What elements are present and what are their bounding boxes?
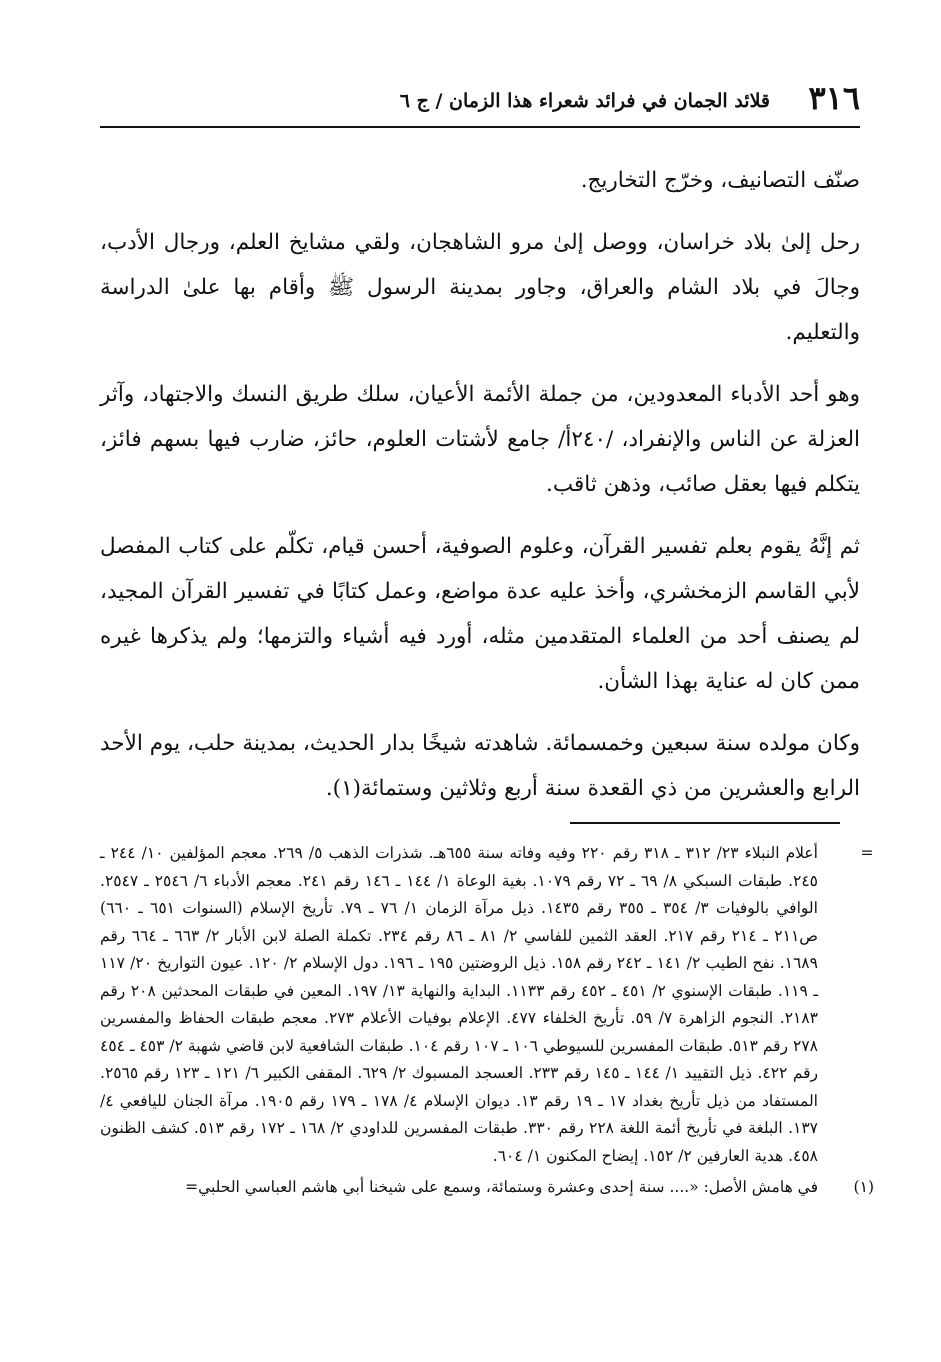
- footnote-text: أعلام النبلاء ٢٣/ ٣١٢ ـ ٣١٨ رقم ٢٢٠ وفيه وفاته سنة ٦٥٥هـ. شذرات الذهب ٥/ ٢٦٩. معجم المؤلفين ١٠/ ٢٤٤ ـ ٢٤٥. طبقات السبكي ٨/ ٦٩ ـ ٧٢ رقم ١٠٧٩. بغية الوعاة ١/ ١٤٤ ـ ١٤٦ رقم ٢٤١. معجم الأدباء ٦/ ٢٥٤٦ ـ ٢٥٤٧. الوافي بالوفيات ٣/ ٣٥٤ ـ ٣٥٥ رقم ١٤٣٥. ذيل مرآة الزمان ١/ ٧٦ ـ ٧٩. تأريخ الإسلام (السنوات ٦٥١ ـ ٦٦٠) ص٢١١ ـ ٢١٤ رقم ٢١٧. العقد الثمين للفاسي ٢/ ٨١ ـ ٨٦ رقم ٢٣٤. تكملة الصلة لابن الأبار ٢/ ٦٦٣ ـ ٦٦٤ رقم ١٦٨٩. نفح الطيب ٢/ ١٤١ ـ ٢٤٢ رقم ١٥٨. ذيل الروضتين ١٩٥ ـ ١٩٦. دول الإسلام ٢/ ١٢٠. عيون التواريخ ٢٠/ ١١٧ ـ ١١٩. طبقات الإسنوي ٢/ ٤٥١ ـ ٤٥٢ رقم ١١٣٣. البداية والنهاية ١٣/ ١٩٧. المعين في طبقات المحدثين ٢٠٨ رقم ٢١٨٣. النجوم الزاهرة ٧/ ٥٩. تأريخ الخلفاء ٤٧٧. الإعلام بوفيات الأعلام ٢٧٣. معجم طبقات الحفاظ والمفسرين ٢٧٨ رقم ٥١٣. طبقات المفسرين للسيوطي ١٠٦ ـ ١٠٧ رقم ١٠٤. طبقات الشافعية لابن قاضي شهبة ٢/ ٤٥٣ ـ ٤٥٤ رقم ٤٢٢. ذيل التقييد ١/ ١٤٤ ـ ١٤٥ رقم ٢٣٣. العسجد المسبوك ٢/ ٦٢٩. المقفى الكبير ٦/ ١٢١ ـ ١٢٣ رقم ٢٥٦٥. المستفاد من ذيل تأريخ بغداد ١٧ ـ ١٩ رقم ١٣. ديوان الإسلام ٤/ ١٧٨ ـ ١٧٩ رقم ١٩٠٥. مرآة الجنان لليافعي ٤/ ١٣٧. البلغة في تأريخ أئمة اللغة ٢٢٨ رقم ٣٣٠. طبقات المفسرين للداودي ٢/ ١٦٨ ـ ١٧٢ رقم ٥١٣. كشف الظنون ٤٥٨. هدية العارفين ٢/ ١٥٢. إيضاح المكنون ١/ ٦٠٤.: [100, 844, 819, 1165]
- continuation-marker: =: [860, 844, 874, 862]
- paragraph: وهو أحد الأدباء المعدودين، من جملة الأئمة الأعيان، سلك طريق النسك والاجتهاد، وآثر العزلة عن الناس والإنفراد، /٢٤٠أ/ جامع لأشتات العلوم، حائز، ضارب فيها بسهم فائز، يتكلم فيها بعقل صائب، وذهن ثاقب.: [100, 382, 860, 497]
- footnote-separator: [570, 822, 840, 824]
- footnote-continuation: [100, 840, 874, 1170]
- footnote-1: [100, 1174, 874, 1202]
- paragraph: ثم إنَّهُ يقوم بعلم تفسير القرآن، وعلوم الصوفية، أحسن قيام، تكلّم على كتاب المفصل لأبي القاسم الزمخشري، وأخذ عليه عدة مواضع، وعمل كتابًا في تفسير القرآن المجيد، لم يصنف أحد من العلماء المتقدمين مثله، أورد فيه أشياء والتزمها؛ ولم يذكرها غيره ممن كان له عناية بهذا الشأن.: [100, 534, 860, 694]
- paragraph: رحل إلىٰ بلاد خراسان، ووصل إلىٰ مرو الشاهجان، ولقي مشايخ العلم، ورجال الأدب، وجالَ في بلاد الشام والعراق، وجاور بمدينة الرسول ﷺ وأقام بها علىٰ الدراسة والتعليم.: [100, 230, 860, 345]
- paragraph: وكان مولده سنة سبعين وخمسمائة. شاهدته شيخًا بدار الحديث، بمدينة حلب، يوم الأحد الرابع والعشرين من ذي القعدة سنة أربع وثلاثين وستمائة(١).: [100, 731, 860, 801]
- running-title: قلائد الجمان في فرائد شعراء هذا الزمان / ج ٦: [399, 90, 770, 112]
- header-rule: [100, 126, 860, 128]
- page-number: ٣١٦: [808, 79, 860, 117]
- footnotes: [100, 840, 874, 1202]
- footnote-1-text: في هامش الأصل: «.... سنة إحدى وعشرة وستمائة، وسمع على شيخنا أبي هاشم العباسي الحلبي=: [185, 1178, 818, 1196]
- paragraph: صنّف التصانيف، وخرّج التخاريج.: [580, 168, 860, 193]
- main-text: [100, 158, 860, 828]
- footnote-1-marker: (١): [853, 1178, 874, 1196]
- page-header: [100, 80, 860, 120]
